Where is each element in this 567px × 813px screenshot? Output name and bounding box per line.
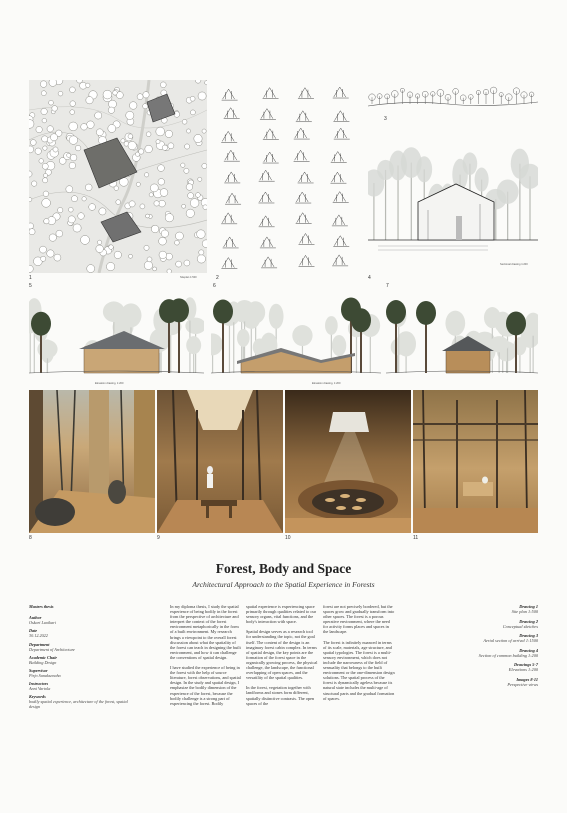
tree-canopy bbox=[139, 149, 144, 154]
tree-canopy bbox=[58, 207, 63, 212]
tree-canopy bbox=[151, 225, 159, 233]
tree-canopy bbox=[96, 245, 104, 253]
panel-number: 10 bbox=[285, 535, 291, 541]
tree-canopy bbox=[86, 83, 90, 87]
tree-canopy bbox=[140, 204, 145, 209]
tree-canopy bbox=[147, 257, 152, 262]
meta-value: 30.12.2022 bbox=[29, 633, 48, 639]
pine-crown bbox=[386, 300, 406, 324]
tree-canopy bbox=[165, 130, 172, 137]
bg-tree bbox=[211, 333, 223, 355]
panel-number: 6 bbox=[213, 283, 216, 289]
meta-value: bodily spatial experience, architecture of the forest, spatial design bbox=[29, 699, 128, 710]
tree-canopy bbox=[52, 106, 58, 112]
pine-crown bbox=[351, 308, 371, 332]
paragraph: The forest is infinitely nuanced in terms of its scale, materials, age structure, and spatial typologies. The forest is a multi-sensory environment, which does not include the narrowness of the field of sensuality that belongs to the built environment or the one-dimension design solutions. The spatial process of the forest is dynamically ageless because its natural state includes the multi-age of structural parts and the gradual formation of spaces. bbox=[323, 639, 395, 701]
tree-crown bbox=[497, 179, 519, 203]
sketch-glyph bbox=[224, 172, 240, 183]
tree-canopy bbox=[78, 213, 85, 220]
tree-canopy bbox=[156, 140, 160, 144]
tree-canopy bbox=[43, 173, 47, 177]
tree-canopy bbox=[168, 143, 174, 149]
paragraph: In my diploma thesis, I study the spatial experience of being bodily in the forest from the perspective of architecture and interpret the context of the forest environment metaphorically in the form of a built environment. My research brings a viewpoint to the overall forest discussion about what the spatiality of the forest can teach in designing the built environment, and how it can challenge the conventions of spatial design. bbox=[170, 604, 241, 660]
bg-tree bbox=[445, 311, 465, 336]
sketch-glyph bbox=[298, 88, 314, 99]
drawing-label: Images 8-11 bbox=[516, 676, 538, 682]
tree-canopy bbox=[184, 168, 189, 173]
tree-canopy bbox=[32, 181, 37, 186]
tree-canopy bbox=[30, 140, 36, 146]
tree-canopy bbox=[56, 230, 63, 237]
paragraph: I have studied the experience of being in the forest with the help of source literature, forest observations, and spatial design. In the study and spatial design, I emphasize the bodily dimension of the experience of the forest, because the bodily challenge is a strong part of experiencing the forest. Bodily bbox=[170, 665, 241, 706]
meta-label: Supervisor bbox=[29, 667, 48, 673]
tree-canopy bbox=[194, 134, 202, 142]
poster-title: Forest, Body and Space bbox=[215, 561, 352, 576]
tree-canopy bbox=[69, 136, 78, 145]
conceptual-sketches bbox=[216, 80, 362, 273]
tree-canopy bbox=[99, 208, 106, 215]
tree-canopy bbox=[41, 256, 46, 261]
tree-canopy bbox=[144, 245, 149, 250]
meta-label: Instructors bbox=[29, 681, 49, 687]
tree-canopy bbox=[202, 240, 207, 248]
tree-crown bbox=[416, 156, 432, 182]
tree-trunk bbox=[385, 170, 386, 240]
meta-value: Pirjo Sanaksenaho bbox=[29, 672, 61, 678]
tree-canopy bbox=[114, 251, 121, 258]
tree-canopy bbox=[129, 201, 135, 207]
tree-canopy bbox=[86, 97, 93, 104]
tree-canopy bbox=[50, 134, 57, 141]
tree-canopy bbox=[58, 91, 63, 96]
panel-number: 7 bbox=[386, 283, 389, 289]
meta-label: Author bbox=[29, 615, 42, 621]
tree-canopy bbox=[47, 250, 54, 257]
tree-canopy bbox=[70, 154, 77, 161]
section-drawing bbox=[368, 132, 538, 273]
tree-canopy bbox=[145, 145, 153, 153]
tree-canopy bbox=[44, 219, 49, 224]
tree-canopy bbox=[162, 145, 167, 150]
drawing-label: Drawing 2 bbox=[519, 618, 538, 624]
bg-tree bbox=[237, 329, 250, 347]
tree-canopy bbox=[89, 204, 96, 211]
drawing-label: Drawing 4 bbox=[519, 647, 538, 653]
sketch-glyph bbox=[298, 172, 314, 183]
tree-canopy bbox=[184, 260, 190, 266]
sketch-glyph bbox=[333, 236, 349, 247]
sketch-glyph bbox=[259, 170, 275, 181]
meta-label: Department bbox=[29, 641, 50, 647]
tree-canopy bbox=[49, 100, 54, 105]
tree-canopy bbox=[43, 191, 49, 197]
sketch-glyph bbox=[294, 150, 310, 161]
sketch-glyph bbox=[334, 128, 350, 139]
sketch-glyph bbox=[263, 152, 279, 163]
sketch-glyph bbox=[223, 237, 239, 248]
sketch-glyph bbox=[296, 111, 312, 122]
sketch-glyph bbox=[294, 128, 310, 139]
tree-canopy bbox=[146, 214, 150, 218]
paragraph: forest are not precisely bordered, but the spaces grow and gradually transform into other spaces. The forest is a porous operative environment, where the need for activity forms places and spaces in the landscape. bbox=[323, 604, 395, 635]
sketch-glyph bbox=[261, 257, 277, 268]
drawing-value: Aerial section of arrival 1:1500 bbox=[483, 638, 538, 643]
panel-caption: Elevation drawing, 1:200 bbox=[312, 382, 341, 385]
panel-caption: Sectional drawing 1:200 bbox=[500, 263, 528, 266]
meta-value: Building Design bbox=[29, 659, 57, 665]
tree-canopy bbox=[113, 91, 118, 96]
tree-canopy bbox=[69, 122, 78, 131]
drawings-list bbox=[428, 604, 538, 691]
tree-canopy bbox=[67, 153, 71, 157]
tree-canopy bbox=[190, 110, 195, 115]
tree-canopy bbox=[87, 265, 95, 273]
panel-number: 8 bbox=[29, 535, 32, 541]
tree-canopy bbox=[144, 173, 148, 177]
tree-canopy bbox=[198, 177, 202, 181]
tree-canopy bbox=[42, 199, 51, 208]
meta-value: Oskari Luoikari bbox=[29, 620, 56, 626]
tree-canopy bbox=[73, 224, 81, 232]
tree-canopy bbox=[29, 146, 34, 153]
tree-canopy bbox=[175, 232, 183, 240]
sketch-glyph bbox=[225, 193, 241, 204]
bg-tree bbox=[325, 316, 338, 335]
tree-canopy bbox=[197, 230, 206, 239]
sketch-glyph bbox=[260, 109, 276, 120]
tree-canopy bbox=[167, 269, 172, 273]
tree-canopy bbox=[49, 234, 56, 241]
tree-canopy bbox=[205, 81, 207, 85]
tree-canopy bbox=[185, 144, 190, 149]
tree-canopy bbox=[29, 223, 34, 229]
meta-label: Masters thesis bbox=[29, 604, 54, 609]
panel-number: 1 bbox=[29, 275, 32, 281]
tree-canopy bbox=[85, 184, 92, 191]
tree-canopy bbox=[66, 186, 73, 193]
bg-tree bbox=[292, 325, 312, 346]
tree-canopy bbox=[35, 148, 41, 154]
tree-canopy bbox=[186, 184, 193, 191]
sketch-glyph bbox=[263, 129, 279, 140]
tree-canopy bbox=[43, 178, 48, 183]
tree-canopy bbox=[176, 261, 182, 267]
tree-canopy bbox=[153, 267, 157, 271]
text-column-2 bbox=[246, 604, 318, 711]
tree-canopy bbox=[128, 134, 133, 139]
meta-value bbox=[29, 609, 139, 612]
tree-canopy bbox=[156, 127, 165, 136]
site-plan bbox=[29, 80, 207, 273]
tree-canopy bbox=[29, 197, 32, 201]
tree-canopy bbox=[42, 163, 48, 169]
tree-canopy bbox=[29, 265, 33, 272]
tree-canopy bbox=[68, 207, 73, 212]
tree-canopy bbox=[159, 200, 166, 207]
tree-canopy bbox=[121, 139, 125, 143]
sketch-glyph bbox=[224, 108, 240, 119]
tree-canopy bbox=[97, 240, 101, 244]
tree-canopy bbox=[202, 163, 207, 168]
tree-crown bbox=[463, 152, 478, 175]
panel-number: 5 bbox=[29, 283, 32, 289]
aerial-section bbox=[368, 80, 538, 118]
sketch-glyph bbox=[296, 213, 312, 224]
tree-canopy bbox=[182, 119, 187, 124]
bg-tree bbox=[269, 304, 284, 329]
sketch-glyph bbox=[331, 151, 347, 162]
tree-canopy bbox=[158, 165, 165, 172]
tree-canopy bbox=[190, 96, 195, 101]
sketch-glyph bbox=[333, 87, 349, 98]
panel-number: 2 bbox=[216, 275, 219, 281]
sketch-glyph bbox=[222, 89, 238, 100]
tree-canopy bbox=[126, 111, 134, 119]
sketch-glyph bbox=[258, 192, 274, 203]
sketch-glyph bbox=[221, 213, 237, 224]
tree-canopy bbox=[29, 171, 32, 177]
tree-canopy bbox=[196, 193, 201, 198]
sketch-glyph bbox=[260, 237, 276, 248]
drawing-value: Perspective views bbox=[507, 681, 538, 687]
paragraph: spatial experience is experiencing space primarily through qualities related to our sensory organs, vital functions, and the body's interaction with space. bbox=[246, 604, 317, 625]
perspective-8 bbox=[29, 390, 155, 533]
tree-canopy bbox=[43, 146, 47, 150]
tree-canopy bbox=[129, 102, 137, 110]
sketch-glyph bbox=[330, 172, 346, 183]
sketch-glyph bbox=[333, 111, 349, 122]
tree-canopy bbox=[182, 204, 186, 208]
pine-crown bbox=[416, 301, 436, 325]
elevation-5 bbox=[29, 292, 204, 387]
tree-canopy bbox=[70, 101, 76, 107]
meta-label: Academic Chair bbox=[29, 654, 58, 660]
tree-canopy bbox=[160, 82, 166, 88]
perspective-10 bbox=[285, 390, 411, 533]
sketch-glyph bbox=[263, 88, 279, 99]
sketch-glyph bbox=[298, 255, 314, 266]
tree-canopy bbox=[108, 125, 116, 133]
tree-canopy bbox=[195, 80, 201, 83]
panel-number: 3 bbox=[384, 116, 387, 122]
elevation-7 bbox=[386, 283, 538, 387]
text-column-3 bbox=[323, 604, 395, 706]
tree-canopy bbox=[149, 193, 153, 197]
tree-canopy bbox=[29, 229, 35, 235]
meta-label: Date bbox=[29, 628, 38, 634]
sketch-glyph bbox=[298, 233, 314, 244]
perspective-9 bbox=[157, 390, 283, 533]
tree-canopy bbox=[71, 196, 77, 202]
tree-canopy bbox=[75, 145, 81, 151]
sketch-glyph bbox=[295, 192, 311, 203]
sketch-glyph bbox=[333, 192, 349, 203]
drawing-label: Drawings 5-7 bbox=[514, 662, 538, 667]
tree-canopy bbox=[82, 197, 86, 201]
tree-canopy bbox=[29, 120, 34, 129]
tree-canopy bbox=[129, 254, 133, 258]
tree-canopy bbox=[181, 163, 185, 167]
poster-subtitle: Architectural Approach to the Spatial Experience in Forests bbox=[192, 580, 375, 589]
tree-canopy bbox=[42, 118, 47, 123]
tree-canopy bbox=[41, 91, 46, 96]
tree-canopy bbox=[160, 189, 168, 197]
bg-tree bbox=[234, 306, 249, 322]
paragraph: Spatial design serves as a research tool for understanding the topic, not the goal itself. The content of the design is an imaginary forest cabin complex. In terms of spatial design, the key points are the formation of the forest space in the organically growing process, the physical challenge, the landscape, the functional overlapping of open spaces, and the versatility of the spatial qualities. bbox=[246, 629, 318, 681]
paragraph: In the forest, vegetation together with landforms and stones form different, spatially distinctive contrasts. The open spaces of the bbox=[246, 685, 315, 706]
tree-canopy bbox=[68, 216, 75, 223]
tree-canopy bbox=[96, 129, 103, 136]
meta-label: Keywords bbox=[29, 694, 46, 700]
elevation-6 bbox=[211, 292, 381, 387]
tree-canopy bbox=[161, 230, 168, 237]
tree-canopy bbox=[106, 262, 114, 270]
pine-crown bbox=[213, 300, 233, 324]
tree-canopy bbox=[95, 112, 102, 119]
bg-tree bbox=[103, 301, 125, 322]
sketch-glyph bbox=[332, 255, 348, 266]
pine-crown bbox=[506, 311, 526, 335]
tree-canopy bbox=[47, 126, 53, 132]
tree-canopy bbox=[143, 92, 149, 98]
tree-canopy bbox=[143, 104, 148, 109]
tree-canopy bbox=[109, 245, 114, 250]
panel-caption: Elevation drawing, 1:200 bbox=[95, 382, 124, 385]
panel-number: 4 bbox=[368, 275, 371, 281]
sketch-glyph bbox=[221, 131, 237, 142]
tree-canopy bbox=[116, 200, 121, 205]
tree-canopy bbox=[190, 199, 199, 208]
tree-canopy bbox=[159, 251, 167, 259]
perspective-11 bbox=[413, 390, 538, 533]
tree-canopy bbox=[186, 209, 194, 217]
tree-canopy bbox=[81, 124, 88, 131]
bg-tree bbox=[490, 336, 509, 352]
tree-canopy bbox=[109, 100, 117, 108]
sketch-glyph bbox=[259, 216, 275, 227]
tree-canopy bbox=[103, 90, 112, 99]
meta-value: Anni Vartola bbox=[29, 686, 51, 692]
sketch-glyph bbox=[332, 215, 348, 226]
tree-canopy bbox=[154, 201, 159, 206]
tree-canopy bbox=[69, 162, 76, 169]
tree-canopy bbox=[144, 261, 152, 269]
bg-tree bbox=[186, 336, 201, 354]
drawing-value: Conceptual sketches bbox=[502, 623, 538, 629]
pine-crown bbox=[169, 298, 189, 322]
tree-canopy bbox=[81, 235, 90, 244]
tree-canopy bbox=[197, 255, 205, 263]
tree-canopy bbox=[137, 94, 143, 100]
bg-tree bbox=[332, 335, 346, 356]
tree-canopy bbox=[40, 81, 47, 88]
tree-canopy bbox=[128, 141, 136, 149]
tree-canopy bbox=[175, 240, 180, 245]
drawing-label: Drawing 1 bbox=[519, 604, 538, 609]
tree-canopy bbox=[40, 246, 47, 253]
sketch-glyph bbox=[224, 150, 240, 161]
tree-canopy bbox=[49, 80, 57, 86]
tree-canopy bbox=[146, 132, 151, 137]
tree-canopy bbox=[108, 107, 114, 113]
text-column-1 bbox=[170, 604, 242, 711]
tree-canopy bbox=[41, 108, 47, 114]
thesis-metadata bbox=[29, 604, 139, 713]
sketch-glyph bbox=[221, 258, 237, 269]
tree-canopy bbox=[158, 179, 165, 186]
tree-canopy bbox=[70, 87, 76, 93]
tree-canopy bbox=[54, 254, 61, 261]
tree-canopy bbox=[199, 250, 204, 255]
tree-canopy bbox=[39, 159, 44, 164]
tree-canopy bbox=[165, 214, 173, 222]
tree-canopy bbox=[87, 121, 95, 129]
meta-value: Department of Architecture bbox=[29, 646, 75, 652]
tree-canopy bbox=[70, 110, 75, 115]
drawing-label: Drawing 3 bbox=[519, 633, 538, 638]
drawing-value: Site plan 1:500 bbox=[511, 609, 538, 614]
tree-canopy bbox=[159, 237, 167, 245]
tree-canopy bbox=[53, 147, 58, 152]
drawing-value: Section of common building 1:200 bbox=[478, 652, 538, 658]
pine-crown bbox=[31, 312, 51, 336]
panel-number: 11 bbox=[413, 535, 419, 541]
tree-canopy bbox=[186, 129, 190, 133]
tree-canopy bbox=[42, 136, 48, 142]
panel-number: 9 bbox=[157, 535, 160, 541]
tree-canopy bbox=[188, 193, 194, 199]
tree-canopy bbox=[202, 129, 206, 133]
tree-canopy bbox=[150, 184, 158, 192]
tree-canopy bbox=[136, 182, 140, 186]
panel-caption: Siteplan 1:500 bbox=[180, 276, 197, 279]
drawing-value: Elevations 1:200 bbox=[508, 667, 538, 672]
tree-canopy bbox=[36, 126, 42, 132]
tree-canopy bbox=[203, 205, 207, 210]
tree-canopy bbox=[198, 92, 206, 100]
tree-crown bbox=[475, 168, 489, 192]
